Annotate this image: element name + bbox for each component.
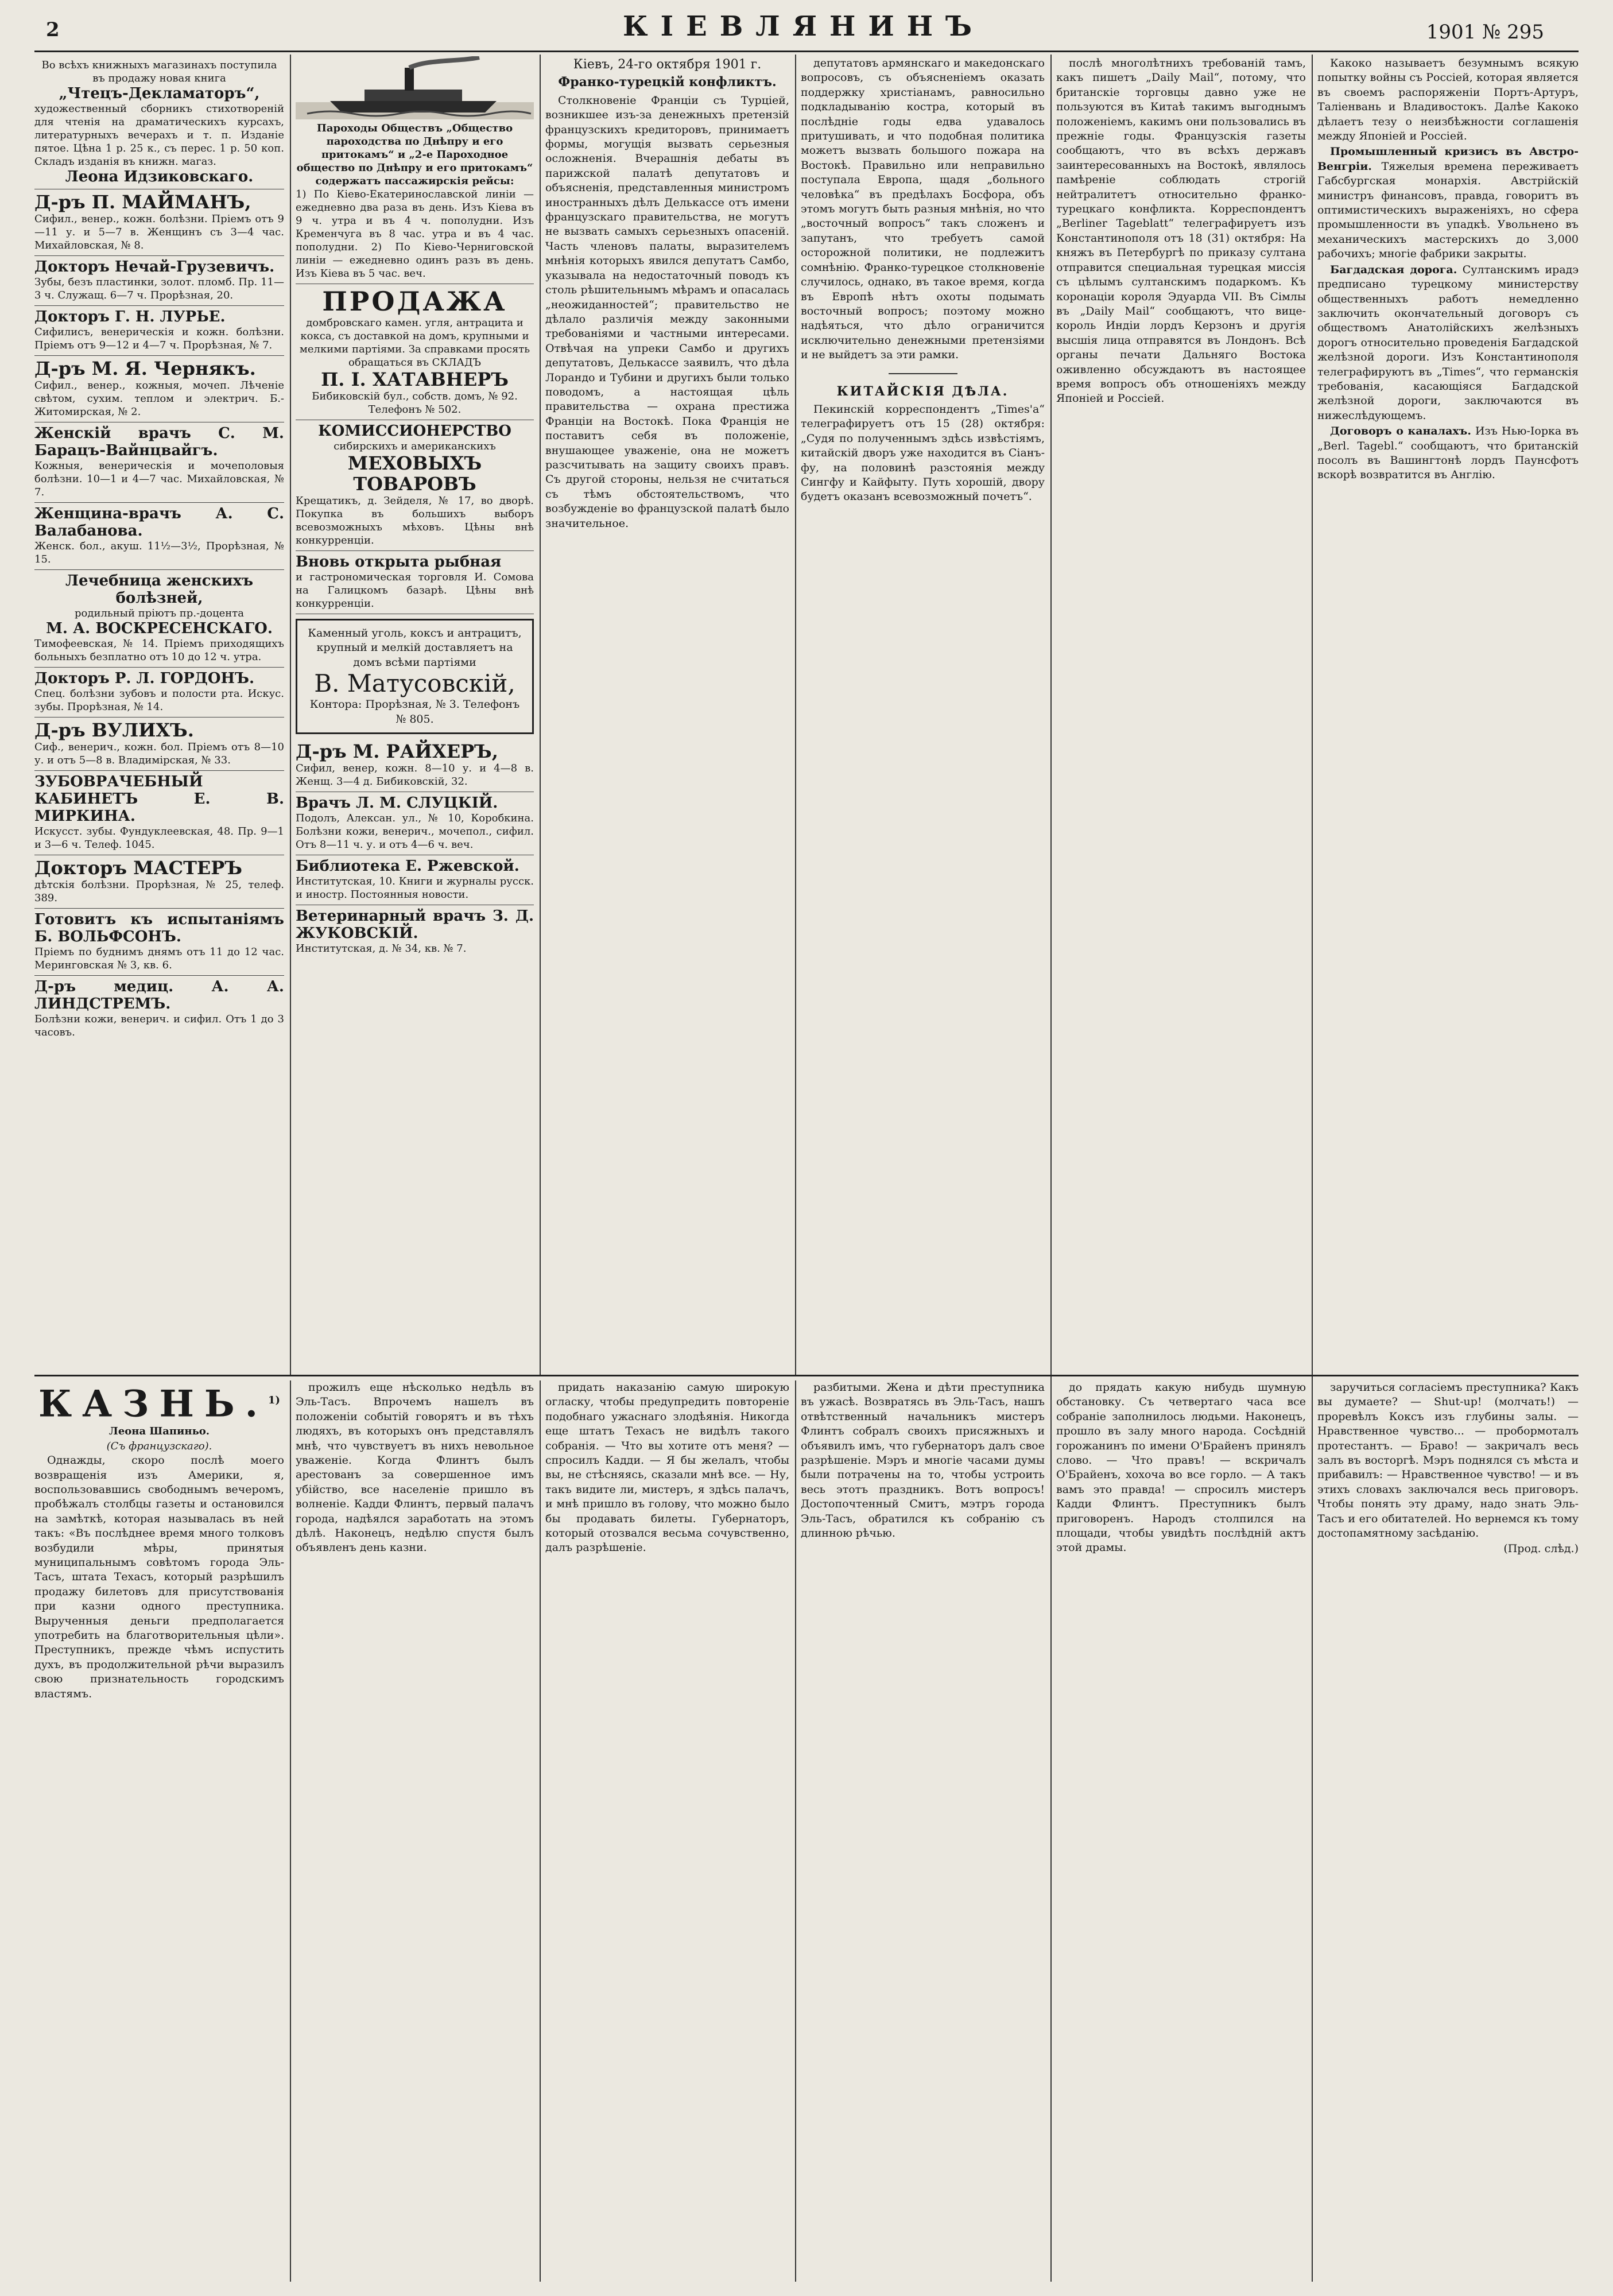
ad-mirkina-name: ЗУБОВРАЧЕБНЫЙ КАБИНЕТЪ Е. В. МИРКИНА. [34, 773, 284, 825]
column-divider [290, 55, 291, 1375]
article-text: Столкновеніе Франціи съ Турціей, возникшее изъ-за денежныхъ претензій французскихъ кредиторовъ, принимаетъ формы, могущія вызвать серьезныя осложненія. Вчерашнія дебаты въ парижской палатѣ депутатовъ и объясненія, представленныя министромъ иностранныхъ дѣлъ Делькассе отъ имени французскаго правительства, не могутъ не вызвать самыхъ серьезныхъ опасеній. Часть членовъ палаты, выразителемъ мнѣнія которыхъ явился депутатъ Самбо, указывала на недостаточный поводъ къ столь рѣшительнымъ мѣрамъ и опасалась „неожиданностей“; правительство не дѣлало различія между законными требованіями и частными интересами. Отвѣчая на упреки Самбо и другихъ депутатовъ, Делькассе заявилъ, что дѣла Лорандо и Тубини и другихъ были только поводомъ, а настоящая цѣль правительства — охрана престижа Франціи на Востокѣ. Пока Франція не поставитъ себя въ положеніе, внушающее уваженіе, она не можетъ разсчитывать на защиту своихъ правъ. Съ другой стороны, нельзя не считаться съ тѣмъ обстоятельствомъ, что возбужденіе во французской палатѣ было значительное. [545, 94, 789, 530]
ad-mirkina-body: Искусст. зубы. Фундуклеевская, 48. Пр. 9—1 и 3—6 ч. Телеф. 1045. [34, 825, 284, 851]
ad-master-name: Докторъ МАСТЕРЪ [34, 857, 242, 879]
column-divider [795, 1380, 796, 2282]
ad-baratz-body: Кожныя, венерическія и мочеполовыя болѣзни. 10—1 и 4—7 час. Михайловская, № 7. [34, 460, 284, 498]
feuilleton-translation-note: (Съ французскаго). [106, 1440, 212, 1452]
news-column-6 [1317, 56, 1579, 1371]
ad-gordon [34, 668, 284, 718]
footnote-mark: 1) [268, 1394, 281, 1406]
feuilleton-text: прожилъ еще нѣсколько недѣль въ Эль-Тасъ. Впрочемъ нашелъ въ положеніи событій говорятъ и въ тѣхъ людяхъ, въ которыхъ онъ представлялъ мнѣ, что чувствуетъ въ нихъ невольное уваженіе. Когда Флинтъ былъ арестованъ за совершенное имъ убійство, все населеніе пришло въ волненіе. Кадди Флинтъ, первый палачъ города, надѣялся заработать на этомъ дѣлѣ. Наконецъ, недѣлю спустя былъ объявленъ день казни. [296, 1381, 534, 1554]
ad-valabanova-body: Женск. бол., акуш. 11½—3½, Прорѣзная, № 15. [34, 540, 284, 565]
ad-master [34, 855, 284, 909]
article-text: Пекинскій корреспондентъ „Times'a“ телеграфируетъ отъ 15 (28) октября: „Судя по полученнымъ здѣсь извѣстіямъ, китайскій дворъ уже находится въ Сіанъ-фу, на половинѣ разстоянія между Сингфу и Кайфыту. Путь хорошій, двору будетъ оказанъ всевозможный почетъ“. [801, 402, 1045, 503]
article-heading: Договоръ о каналахъ. [1330, 425, 1471, 438]
ad-raikher-body: Сифил, венер, кожн. 8—10 у. и 4—8 в. Женщ. 3—4 д. Бибиковскій, 32. [296, 762, 534, 788]
ad-library-body: Институтская, 10. Книги и журналы русск. и иностр. Постоянныя новости. [296, 875, 534, 901]
article-body: Султанскимъ ирадэ предписано турецкому министерству общественныхъ работъ немедленно заключить окончательный договоръ съ обществомъ Анатолійскихъ желѣзныхъ дорогъ относительно проведенія Багдадской желѣзной дороги. Изъ Константинополя телеграфируютъ въ „Times“, что германскія требованія, касающіяся Багдадской желѣзной дороги, заключаются въ нижеслѣдующемъ. [1317, 263, 1579, 422]
ad-ryb-body: и гастрономическая торговля И. Сомова на Галицкомъ базарѣ. Цѣны внѣ конкурренціи. [296, 571, 534, 610]
feuilleton-text: до прядать какую нибудь шумную обстановку. Съ четвертаго часа все собраніе заполнилось людьми. Наконецъ, прошло въ залу много народа. Сосѣдній горожанинъ по имени О'Брайенъ принялъ слово. — Что правъ! — вскричалъ О'Брайенъ, хохоча во все горло. — А такъ вамъ это правда! — спросилъ мистеръ Кадди Флинтъ. Преступникъ былъ приговоренъ. Народъ столпился на площади, чтобы увидѣть послѣдній актъ этой драмы. [1056, 1381, 1306, 1554]
article-text: Какоко называетъ безумнымъ всякую попытку войны съ Россіей, которая является въ своемъ распоряженіи Портъ-Артуръ, Таліенвань и Владивостокъ. Далѣе Какоко дѣлаетъ тезу о неизбѣжности соглашенія между Японіей и Россіей. [1317, 57, 1579, 143]
ad-volfson-body: Пріемъ по буднимъ днямъ отъ 11 до 12 час. Меринговская № 3, кв. 6. [34, 946, 284, 971]
ad-parokhody [296, 119, 534, 284]
feuilleton-author: Леона Шапиньо. [108, 1425, 210, 1438]
ad-voskresensky-body: родильный пріютъ пр.-доцента [75, 607, 244, 619]
ad-chtets [34, 56, 284, 189]
ad-chernyak-name: Д-ръ М. Я. Чернякъ. [34, 358, 256, 379]
ad-mayman-body: Сифил., венер., кожн. болѣзни. Пріемъ отъ 9—11 у. и 5—7 в. Женщинъ съ 3—4 час. Михайловская, № 8. [34, 213, 284, 251]
feuilleton-column-3 [545, 1380, 789, 2282]
ad-nechai [34, 256, 284, 306]
ad-mayman [34, 189, 284, 256]
ad-lurie-name: Докторъ Г. Н. ЛУРЬЕ. [34, 308, 226, 325]
page-number: 2 [46, 18, 60, 41]
ad-volfson-name: Готовитъ къ испытаніямъ Б. ВОЛЬФСОНЪ. [34, 911, 284, 945]
ad-nechai-name: Докторъ Нечай-Грузевичъ. [34, 258, 275, 276]
ad-volfson [34, 909, 284, 976]
ad-chernyak-body: Сифил., венер., кожныя, мочеп. Лѣченіе свѣтом, сухим. теплом и электрич. Б.-Житомирская, № 2. [34, 379, 284, 418]
article-heading: Промышленный кризисъ въ Австро-Венгріи. [1317, 145, 1579, 173]
feuilleton-text: придать наказанію самую широкую огласку, чтобы предупредить повтореніе подобнаго ужаснаго злодѣянія. Никогда еще штатъ Техасъ не видѣлъ такого собранія. — Что вы хотите отъ меня? — спросилъ Кадди. — Я бы желалъ, чтобы вы, не стѣсняясь, сказали мнѣ все. — Ну, такъ видите ли, мистеръ, я здѣсь палачъ, и мнѣ пришло въ голову, что можно было бы продавать билеты. Губернаторъ, который отозвался весьма сочувственно, далъ разрѣшеніе. [545, 1381, 789, 1554]
ad-ryb-title: Вновь открыта рыбная [296, 553, 502, 571]
ad-vulikh [34, 718, 284, 771]
ad-ugol-title: Каменный уголь, коксъ и антрацитъ, [308, 627, 522, 639]
news-column-3 [545, 56, 789, 1371]
ad-chernyak [34, 356, 284, 422]
feuilleton-column-2 [296, 1380, 534, 2282]
article-heading: Багдадская дорога. [1330, 263, 1457, 276]
ad-lindstrem-name: Д-ръ медиц. А. А. ЛИНДСТРЕМЪ. [34, 978, 284, 1013]
feuilleton-text: заручиться согласіемъ преступника? Какъ вы думаете? — Shut-up! (молчать!) — проревѣлъ Коксъ изъ глубины залы. — Нравственное чувство... — пробормоталъ протестантъ. — Браво! — закричалъ весь залъ въ восторгѣ. Мэръ поднялся съ мѣста и прибавилъ: — Нравственное чувство! — и въ этихъ словахъ заключался весь приговоръ. Чтобы понять эту драму, надо знать Эль-Тасъ и его обитателей. Но вернемся къ тому достопамятному засѣданію. [1317, 1381, 1579, 1540]
steamship-illustration [296, 56, 534, 119]
ad-komis [296, 420, 534, 551]
column-divider [290, 1380, 291, 2282]
ad-library-name: Библиотека Е. Ржевской. [296, 858, 519, 875]
article-text: депутатовъ армянскаго и македонскаго вопросовъ, съ объясненіемъ оказать поддержку христіанамъ, равносильно подкладыванію костра, который въ послѣдніе годы едва удавалось притушивать, и что подобная политика можетъ вызвать большого пожара на Востокѣ. Правильно или неправильно поступала Европа, щадя „больного человѣка“ въ предѣлахъ Босфора, объ этомъ могутъ быть разныя мнѣнія, но что „восточный вопросъ“ такъ сложенъ и запутанъ, что требуетъ самой осторожной политики, не подлежитъ сомнѣнію. Франко-турецкое столкновеніе случилось, однако, въ такое время, когда въ Европѣ нѣтъ охоты подымать восточный вопросъ; поэтому можно надѣяться, что дѣло ограничится исключительно денежными претензіями и не выйдетъ за эти рамки. [801, 57, 1045, 362]
feuilleton-text: разбитыми. Жена и дѣти преступника въ ужасѣ. Возвратясь въ Эль-Тасъ, нашъ отвѣтственный начальникъ мистеръ Флинтъ собралъ своихъ присяжныхъ и объявилъ имъ, что губернаторъ далъ свое разрѣшеніе. Мэръ и многіе часами думы были потрачены на то, чтобы устроить весь этотъ праздникъ. Вотъ вопросъ! Достопочтенный Смитъ, мэтръ города Эль-Тасъ, обратился къ собранію съ длинною рѣчью. [801, 1381, 1045, 1540]
ad-voskresensky [34, 570, 284, 668]
article-heading: Франко-турецкій конфликтъ. [558, 75, 777, 90]
ad-prodazha [296, 284, 534, 420]
newspaper-title: КІЕВЛЯНИНЪ [622, 10, 984, 42]
ad-vet-name: Ветеринарный врачъ З. Д. ЖУКОВСКІЙ. [296, 907, 534, 943]
column-divider [1312, 55, 1313, 2282]
column-divider [540, 55, 541, 1375]
ad-vet-body: Институтская, д. № 34, кв. № 7. [296, 943, 467, 955]
ad-prodazha-name: П. І. ХАТАВНЕРЪ [321, 369, 509, 390]
ad-mirkina [34, 771, 284, 855]
feuilleton-text: Однажды, скоро послѣ моего возвращенія изъ Америки, я, воспользовавшись свободнымъ вечеромъ, пробѣжалъ столбцы газеты и остановился на замѣткѣ, которая называлась въ ней такъ: «Въ послѣднее время много толковъ возбудили мѣры, принятыя муниципальнымъ совѣтомъ города Эль-Тасъ, штата Техасъ, который разрѣшилъ продажу билетовъ для присутствованія при казни одного преступника. Вырученныя деньги предполагается употребить на благотворительныя цѣли». Преступникъ, прежде чѣмъ испустить духъ, въ продолжительной рѣчи выразилъ свою признательность городскимъ властямъ. [34, 1454, 284, 1700]
ad-lindstrem-body: Болѣзни кожи, венерич. и сифил. Отъ 1 до 3 часовъ. [34, 1013, 284, 1038]
feuilleton-rule [34, 1375, 1579, 1376]
ad-voskresensky-title: Лечебница женскихъ болѣзней, [65, 572, 254, 607]
feuilleton-column-4 [801, 1380, 1045, 2282]
article-body: Тяжелыя времена переживаетъ Габсбургская монархія. Австрійскій министръ финансовъ, правда, говоритъ въ оптимистическихъ выраженіяхъ, но сфера промышленности въ упадкѣ. Увольнено въ механическихъ мастерскихъ до 3,000 рабочихъ; многіе фабрики закрыты. [1317, 160, 1579, 261]
feuilleton-column-1 [34, 1380, 284, 2282]
feuilleton-column-5 [1056, 1380, 1306, 2282]
ad-voskresensky-name: М. А. ВОСКРЕСЕНСКАГО. [46, 620, 273, 637]
ads-column-1 [34, 56, 284, 1371]
ad-chtets-title: „Чтецъ-Декламаторъ“, [59, 85, 260, 102]
ad-raikher-name: Д-ръ М. РАЙХЕРЪ, [296, 740, 498, 763]
ad-library [296, 855, 534, 905]
ad-nechai-body: Зубы, безъ пластинки, золот. пломб. Пр. 11—3 ч. Служащ. 6—7 ч. Прорѣзная, 20. [34, 276, 284, 301]
ad-mayman-name: Д-ръ П. МАЙМАНЪ, [34, 191, 251, 213]
ad-vulikh-body: Сиф., венерич., кожн. бол. Пріемъ отъ 8—10 у. и отъ 5—8 в. Владимірская, № 33. [34, 741, 284, 766]
ad-voskresensky-addr: Тимофеевская, № 14. Пріемъ приходящихъ больныхъ безплатно отъ 10 до 12 ч. утра. [34, 638, 284, 663]
ad-master-body: дѣтскія болѣзни. Прорѣзная, № 25, телеф. 389. [34, 879, 284, 904]
section-divider [889, 373, 957, 374]
feuilleton-title-text: КАЗНЬ. [38, 1382, 268, 1426]
ad-ugol-addr: Контора: Прорѣзная, № 3. Телефонъ № 805. [309, 698, 520, 726]
ad-lurie [34, 306, 284, 356]
masthead [23, 6, 1584, 49]
ad-vulikh-name: Д-ръ ВУЛИХЪ. [34, 719, 194, 741]
ad-valabanova [34, 503, 284, 570]
ad-gordon-name: Докторъ Р. Л. ГОРДОНЪ. [34, 670, 255, 687]
ad-slutsky-name: Врачъ Л. М. СЛУЦКІЙ. [296, 794, 498, 812]
article-text [1317, 424, 1579, 483]
ad-slutsky [296, 792, 534, 855]
header-rule [34, 51, 1579, 52]
news-column-4 [801, 56, 1045, 1371]
ad-gordon-body: Спец. болѣзни зубовъ и полости рта. Искус. зубы. Прорѣзная, № 14. [34, 688, 284, 713]
ad-ugol-body: крупный и мелкій доставляетъ на домъ всѣми партіями [316, 641, 513, 669]
issue-number: 1901 № 295 [1426, 21, 1544, 44]
ad-prodazha-addr: Бибиковскій бул., собств. домъ, № 92. Телефонъ № 502. [312, 390, 518, 416]
feuilleton-title [34, 1380, 284, 1424]
ad-baratz [34, 422, 284, 503]
dateline: Кіевъ, 24-го октября 1901 г. [573, 57, 762, 72]
ad-komis-body: Крещатикъ, д. Зейделя, № 17, во дворѣ. Покупка въ большихъ выборъ всевозможныхъ мѣховъ. Цѣны внѣ конкурренціи. [296, 495, 534, 546]
ad-parokhody-body: 1) По Кіево-Екатеринославской линіи — ежедневно два раза въ день. Изъ Кіева въ 9 ч. утра и въ 4 ч. пополудни. Изъ Кременчуга въ 8 час. утра и въ 4 час. пополудни. 2) По Кіево-Черниговской линіи — ежедневно одинъ разъ въ день. Изъ Кіева въ 5 час. веч. [296, 188, 534, 280]
ads-column-2 [296, 56, 534, 1371]
ad-komis-title: КОМИССИОНЕРСТВО [318, 422, 511, 440]
ad-prodazha-body: домбровскаго камен. угля, антрацита и кокса, съ доставкой на домъ, крупными и мелкими партіями. За справками просять обращаться въ СКЛАДЪ [299, 317, 530, 369]
ad-chtets-store: Леона Идзиковскаго. [65, 168, 254, 185]
ad-raikher [296, 739, 534, 792]
ad-chtets-intro: Во всѣхъ книжныхъ магазинахъ поступила въ продажу новая книга [41, 59, 277, 84]
ad-ryb [296, 551, 534, 614]
column-divider [540, 1380, 541, 2282]
ad-komis-name: МЕХОВЫХЪ ТОВАРОВЪ [347, 452, 482, 495]
column-divider [795, 55, 796, 1375]
ad-slutsky-body: Подолъ, Алексан. ул., № 10, Коробкина. Болѣзни кожи, венерич., мочепол., сифил. Отъ 8—11 ч. у. и отъ 4—6 ч. веч. [296, 812, 534, 851]
to-be-continued: (Прод. слѣд.) [1503, 1542, 1579, 1556]
ad-baratz-name: Женскій врачъ С. М. Барацъ-Вайнцвайгъ. [34, 425, 284, 459]
news-column-5 [1056, 56, 1306, 1371]
column-divider [1050, 55, 1052, 2282]
article-heading: КИТАЙСКІЯ ДѢЛА. [836, 383, 1009, 399]
ad-lurie-body: Сифилисъ, венерическія и кожн. болѣзни. Пріемъ отъ 9—12 и 4—7 ч. Прорѣзная, № 7. [34, 326, 284, 351]
ad-vet [296, 905, 534, 959]
article-text [1317, 145, 1579, 261]
steamship-icon [296, 56, 534, 119]
ad-parokhody-title: Пароходы Обществъ „Общество пароходства по Днѣпру и его притокамъ“ и „2-е Пароходное общество по Днѣпру и его притокамъ“ содержатъ пассажирскія рейсы: [296, 122, 533, 187]
ad-ugol-name: В. Матусовскій, [314, 669, 515, 698]
ad-lindstrem [34, 976, 284, 1042]
article-body: Изъ Нью-Іорка въ „Berl. Tagebl.“ сообщаютъ, что британскій посолъ въ Вашингтонѣ лордъ Паунсфотъ вскорѣ возвратится въ Англію. [1317, 425, 1579, 482]
article-text: послѣ многолѣтнихъ требованій тамъ, какъ пишетъ „Daily Mail“, потому, что британскіе торговцы давно уже не пользуются въ Китаѣ такимъ выгоднымъ положеніемъ, какимъ они пользовались въ прежніе годы. Французскія газеты сообщаютъ, что въ всѣхъ державъ заинтересованныхъ на Востокѣ, являлось памѣреніе соблюдать строгій нейтралитетъ относительно франко-турецкаго конфликта. Корреспондентъ „Berliner Tageblatt“ телеграфируетъ изъ Константинополя отъ 18 (31) октября: На княжъ въ Петербургѣ по приказу султана отправится специальная турецкая миссія съ цѣлымъ султанскимъ подаркомъ. Къ коронаціи короля Эдуарда VII. Въ Сімлы въ „Daily Mail“ сообщаютъ, что вице-король Индіи лордъ Керзонъ и другія высшія лица отправятся въ Лондонъ. Всѣ органы печати Дальняго Востока оживленно обсуждаютъ въ настоящее время вопросъ объ отношеніяхъ между Японіей и Россіей. [1056, 57, 1306, 405]
feuilleton-column-6 [1317, 1380, 1579, 2282]
ad-ugol [296, 619, 534, 734]
article-text [1317, 263, 1579, 423]
ad-prodazha-title: ПРОДАЖА [322, 286, 507, 317]
ad-komis-sub: сибирскихъ и американскихъ [334, 440, 496, 452]
ad-chtets-body: художественный сборникъ стихотвореній для чтенія на драматическихъ курсахъ, литературныхъ вечерахъ и т. п. Изданіе пятое. Цѣна 1 р. 25 к., съ перес. 1 р. 50 коп. Складъ изданія въ книжн. магаз. [34, 103, 284, 168]
ad-valabanova-name: Женщина-врачъ А. С. Валабанова. [34, 505, 284, 540]
